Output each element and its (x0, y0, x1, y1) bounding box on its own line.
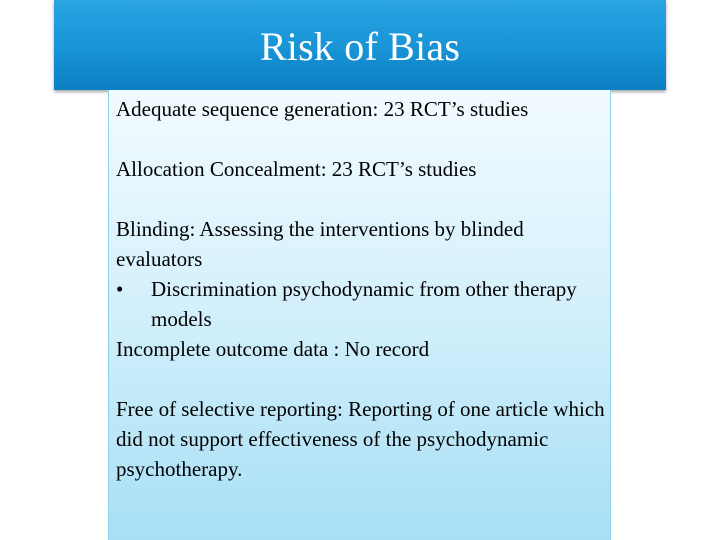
blinding-bullet-row (116, 274, 606, 334)
blinding-bullet-text: Discrimination psychodynamic from other therapy models (151, 277, 577, 331)
bullet-icon: • (116, 277, 124, 301)
selective-reporting-item: Free of selective reporting: Reporting of one article which did not support effectiveness of the psychodynamic psychotherapy. (116, 397, 605, 481)
incomplete-outcome-item: Incomplete outcome data : No record (116, 337, 430, 361)
sequence-generation-item: Adequate sequence generation: 23 RCT’s studies (116, 97, 529, 121)
allocation-concealment-item: Allocation Concealment: 23 RCT’s studies (116, 157, 477, 181)
blinding-item: Blinding: Assessing the interventions by blinded evaluators (116, 217, 524, 271)
slide-title: Risk of Bias (259, 24, 461, 69)
title-bar (54, 0, 666, 90)
content-text (116, 94, 606, 484)
